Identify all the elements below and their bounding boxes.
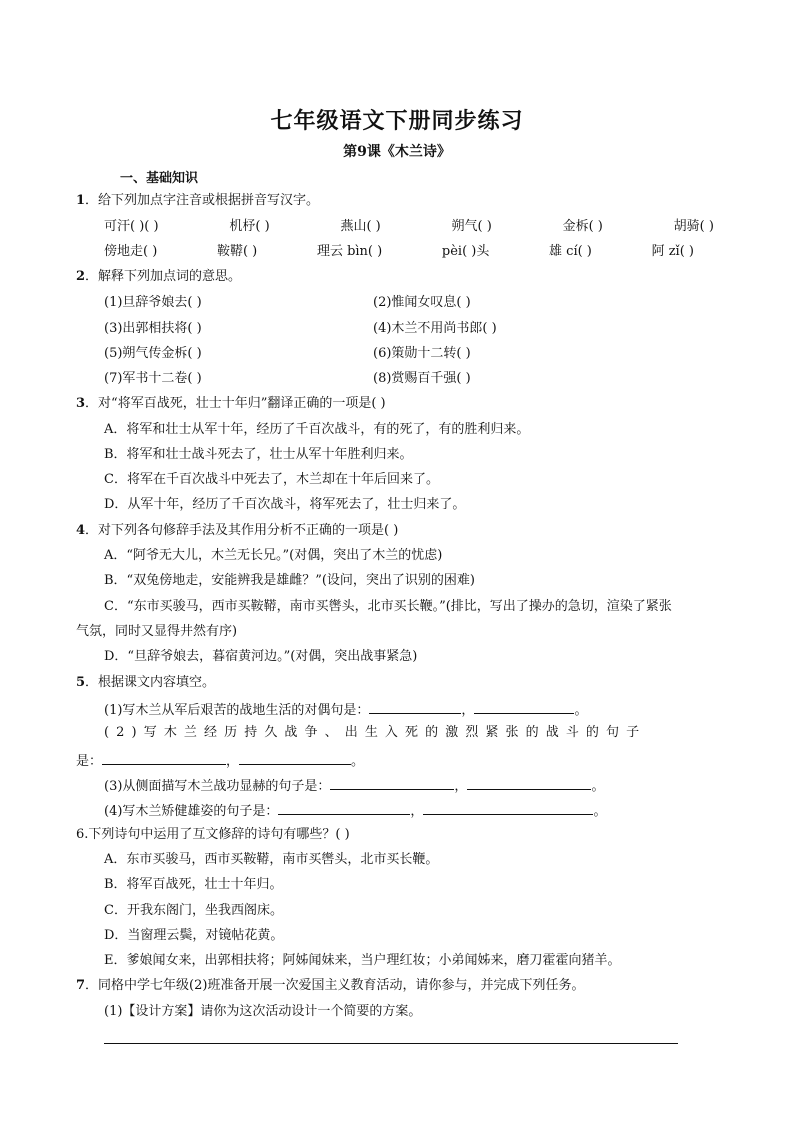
answer-blank[interactable] (330, 775, 454, 790)
q1-item: 朔气( ) (451, 219, 492, 234)
q5-part-2-continued (76, 750, 364, 771)
q6-option-e: E．爹娘闻女来，出郭相扶将；阿姊闻妹来，当户理红妆；小弟闻姊来，磨刀霍霍向猪羊。 (104, 953, 621, 968)
section-heading: 一、基础知识 (120, 171, 199, 186)
q5-prompt: 是： (76, 754, 103, 769)
comma: ， (454, 779, 468, 794)
q4-option-a: A．“阿爷无大儿，木兰无长兄。”(对偶，突出了木兰的忧虑) (104, 548, 443, 563)
q2-item-6: (6)策勋十二转( ) (373, 346, 471, 361)
period: 。 (591, 779, 605, 794)
question-7 (76, 977, 584, 995)
page-title: 七年级语文下册同步练习 (270, 108, 524, 134)
question-number: 2 (76, 269, 86, 284)
q1-item: 傍地走( ) (104, 244, 158, 259)
q4-option-c: C．“东市买骏马，西市买鞍鞯，南市买辔头，北市买长鞭。”(排比，写出了操办的急切，渲染了紧张 (104, 599, 672, 614)
q5-prompt: (4)写木兰矫健雄姿的句子是： (104, 804, 279, 819)
comma: ， (461, 703, 475, 718)
question-number: 5 (76, 675, 86, 690)
question-text: ．同格中学七年级(2)班准备开展一次爱国主义教育活动，请你参与，并完成下列任务。 (85, 978, 585, 993)
question-text: ．对下列各句修辞手法及其作用分析不正确的一项是( ) (85, 523, 399, 538)
q5-part-4 (104, 800, 606, 821)
q1-item: 雄 cí( ) (549, 244, 592, 259)
q3-option-d: D．从军十年，经历了千百次战斗，将军死去了，壮士归来了。 (104, 497, 466, 512)
q1-item: 阿 zǐ( ) (651, 244, 694, 259)
question-text: ．根据课文内容填空。 (85, 675, 216, 690)
question-text: ．解释下列加点词的意思。 (85, 269, 242, 284)
answer-line[interactable] (104, 1043, 678, 1044)
q4-option-d: D．“旦辞爷娘去，暮宿黄河边。”(对偶，突出战事紧急) (104, 649, 418, 664)
q6-option-d: D．当窗理云鬓，对镜帖花黄。 (104, 928, 284, 943)
comma: ， (410, 804, 424, 819)
answer-blank[interactable] (369, 699, 461, 714)
q3-option-c: C．将军在千百次战斗中死去了，木兰却在十年后回来了。 (104, 472, 439, 487)
q2-item-4: (4)木兰不用尚书郎( ) (373, 321, 497, 336)
comma: ， (226, 754, 240, 769)
q1-item: 金柝( ) (562, 219, 603, 234)
answer-blank[interactable] (474, 699, 574, 714)
q6-option-b: B．将军百战死，壮士十年归。 (104, 877, 283, 892)
q2-item-7: (7)军书十二卷( ) (104, 371, 202, 386)
q5-prompt: (3)从侧面描写木兰战功显赫的句子是： (104, 779, 331, 794)
question-6: 6.下列诗句中运用了互文修辞的诗句有哪些？( ) (76, 827, 350, 842)
question-number: 7 (76, 978, 86, 993)
question-1 (76, 192, 319, 210)
question-number: 1 (76, 193, 86, 208)
q5-part-1 (104, 699, 587, 720)
q1-item: 理云 bìn( ) (316, 244, 383, 259)
q6-option-a: A．东市买骏马，西市买鞍鞯，南市买辔头，北市买长鞭。 (104, 852, 439, 867)
answer-blank[interactable] (278, 800, 410, 815)
question-2 (76, 268, 241, 286)
q1-item: 鞍鞯( ) (216, 244, 258, 259)
question-4 (76, 522, 398, 540)
question-text: ．给下列加点字注音或根据拼音写汉字。 (85, 193, 320, 208)
q2-item-3: (3)出郭相扶将( ) (104, 321, 202, 336)
question-number: 3 (76, 396, 86, 411)
answer-blank[interactable] (467, 775, 591, 790)
question-5 (76, 674, 215, 692)
q1-item: pèi( )头 (441, 244, 490, 259)
q6-option-c: C．开我东阁门，坐我西阁床。 (104, 903, 283, 918)
question-number: 4 (76, 523, 86, 538)
answer-blank[interactable] (239, 750, 351, 765)
q2-item-5: (5)朔气传金柝( ) (104, 346, 202, 361)
period: 。 (351, 754, 365, 769)
q3-option-a: A．将军和壮士从军十年，经历了千百次战斗，有的死了，有的胜利归来。 (104, 422, 530, 437)
q1-item: 胡骑( ) (673, 219, 714, 234)
q3-option-b: B．将军和壮士战斗死去了，壮士从军十年胜利归来。 (104, 447, 413, 462)
q5-prompt: (1)写木兰从军后艰苦的战地生活的对偶句是： (104, 703, 370, 718)
q1-row-1 (104, 218, 714, 236)
q2-item-1: (1)旦辞爷娘去( ) (104, 295, 202, 310)
lesson-subtitle: 第9课《木兰诗》 (343, 144, 451, 160)
q2-item-2: (2)惟闻女叹息( ) (373, 295, 471, 310)
q5-part-3 (104, 775, 604, 796)
q4-option-c-continued: 气氛，同时又显得井然有序) (76, 624, 238, 639)
q1-item: 燕山( ) (340, 219, 381, 234)
period: 。 (593, 804, 607, 819)
q4-option-b: B．“双兔傍地走，安能辨我是雄雌？”(设问，突出了识别的困难) (104, 573, 475, 588)
answer-blank[interactable] (423, 800, 593, 815)
q5-part-2: (2)写木兰经历持久战争、出生入死的激烈紧张的战斗的句子 (104, 725, 647, 740)
q2-item-8: (8)赏赐百千强( ) (373, 371, 471, 386)
q1-item: 可汗( )( ) (104, 219, 159, 234)
q1-item: 机杼( ) (229, 219, 270, 234)
question-text: ．对“将军百战死，壮士十年归”翻译正确的一项是( ) (85, 396, 386, 411)
q1-row-2 (104, 243, 694, 261)
question-3 (76, 395, 386, 413)
period: 。 (574, 703, 588, 718)
q7-task-1: (1)【设计方案】请你为这次活动设计一个简要的方案。 (104, 1004, 422, 1019)
answer-blank[interactable] (102, 750, 226, 765)
